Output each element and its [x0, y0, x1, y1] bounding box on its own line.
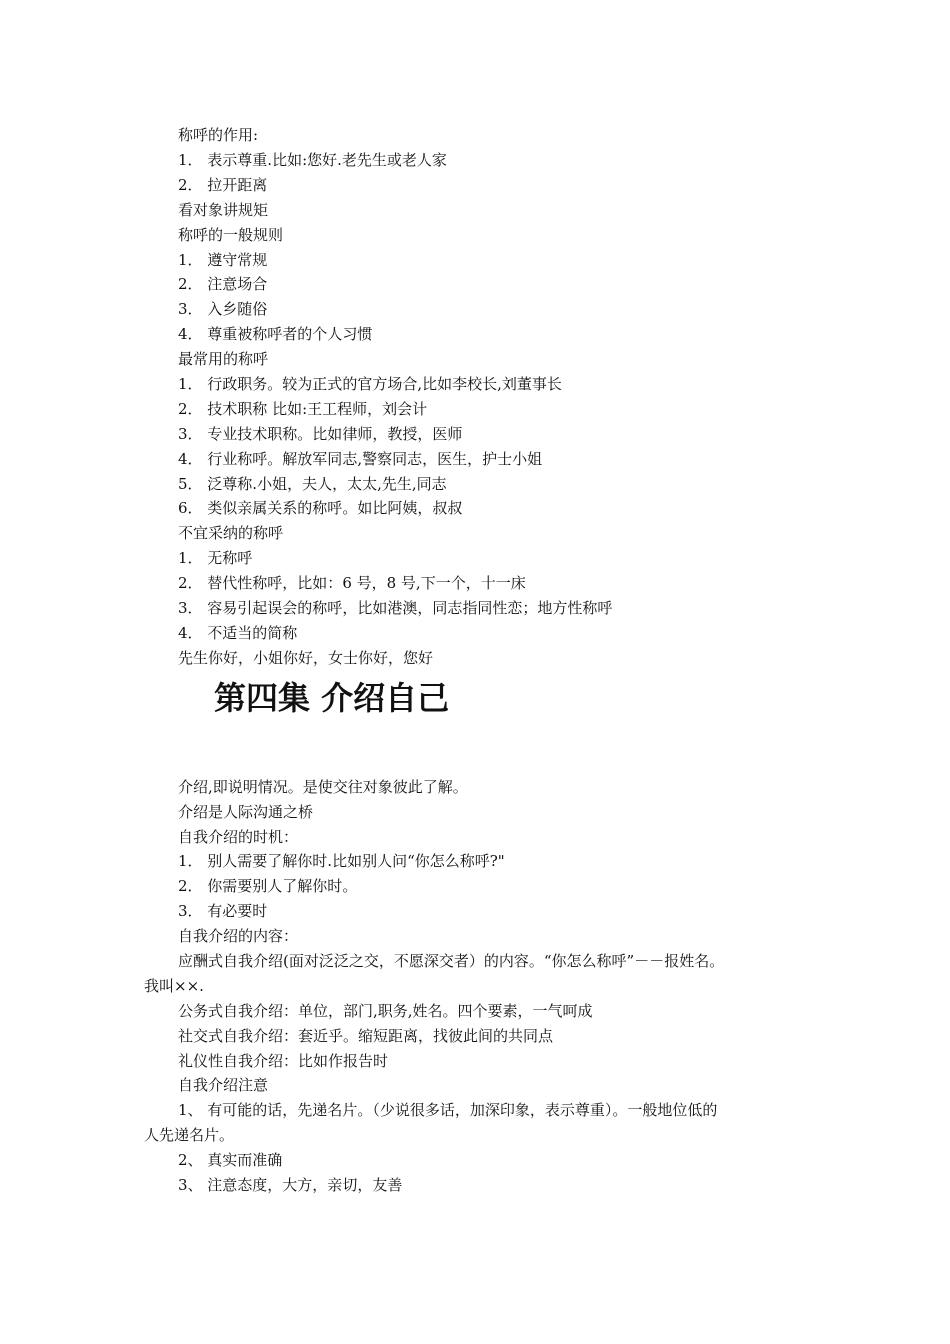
list-item: 1． 无称呼: [178, 549, 253, 567]
list-item: 6． 类似亲属关系的称呼。如比阿姨，叔叔: [178, 499, 463, 517]
chapter-heading: 第四集 介绍自己: [214, 679, 450, 717]
list-item: 2． 拉开距离: [178, 176, 268, 194]
list-item: 2． 替代性称呼，比如：6 号，8 号,下一个，十一床: [178, 574, 526, 592]
paragraph: 公务式自我介绍：单位，部门,职务,姓名。四个要素，一气呵成: [178, 1002, 593, 1020]
list-item: 5． 泛尊称.小姐，夫人，太太,先生,同志: [178, 475, 447, 493]
section-label-unsuitable-address: 不宜采纳的称呼: [178, 524, 284, 542]
section-label-content: 自我介绍的内容：: [178, 927, 299, 945]
paragraph: 先生你好，小姐你好，女士你好，您好: [178, 649, 434, 667]
list-item: 1． 表示尊重.比如:您好.老先生或老人家: [178, 151, 447, 169]
paragraph-continuation: 我叫××.: [144, 977, 204, 995]
section-label-timing: 自我介绍的时机：: [178, 828, 299, 846]
list-item: 1、 有可能的话，先递名片。（少说很多话，加深印象，表示尊重）。一般地位低的: [178, 1101, 718, 1119]
section-label-role-of-address: 称呼的作用:: [178, 126, 259, 144]
list-item: 4． 尊重被称呼者的个人习惯: [178, 325, 373, 343]
list-item: 3． 入乡随俗: [178, 300, 268, 318]
list-item: 2． 你需要别人了解你时。: [178, 877, 358, 895]
list-item: 2． 技术职称 比如:王工程师，刘会计: [178, 400, 428, 418]
list-item: 2、 真实而准确: [178, 1151, 283, 1169]
paragraph: 介绍,即说明情况。是使交往对象彼此了解。: [178, 778, 468, 796]
list-item: 3． 容易引起误会的称呼，比如港澳，同志指同性恋；地方性称呼: [178, 599, 613, 617]
paragraph: 看对象讲规矩: [178, 201, 269, 219]
list-item: 4． 行业称呼。解放军同志,警察同志，医生，护士小姐: [178, 450, 543, 468]
section-label-general-rules: 称呼的一般规则: [178, 226, 284, 244]
list-item: 3、 注意态度，大方，亲切，友善: [178, 1176, 403, 1194]
list-item: 1． 遵守常规: [178, 251, 268, 269]
paragraph: 礼仪性自我介绍：比如作报告时: [178, 1052, 389, 1070]
list-item: 4． 不适当的简称: [178, 624, 298, 642]
list-item: 3． 专业技术职称。比如律师，教授，医师: [178, 425, 463, 443]
list-item: 1． 行政职务。较为正式的官方场合,比如李校长,刘董事长: [178, 375, 562, 393]
list-item: 3． 有必要时: [178, 902, 268, 920]
list-item: 1． 别人需要了解你时.比如别人问“你怎么称呼?": [178, 852, 505, 870]
paragraph: 社交式自我介绍：套近乎。缩短距离，找彼此间的共同点: [178, 1027, 554, 1045]
list-item: 2． 注意场合: [178, 275, 268, 293]
paragraph: 介绍是人际沟通之桥: [178, 803, 314, 821]
list-item-continuation: 人先递名片。: [144, 1126, 235, 1144]
paragraph: 应酬式自我介绍(面对泛泛之交，不愿深交者）的内容。“你怎么称呼”－－报姓名。: [178, 952, 725, 970]
section-label-common-address: 最常用的称呼: [178, 350, 269, 368]
section-label-notes: 自我介绍注意: [178, 1076, 269, 1094]
